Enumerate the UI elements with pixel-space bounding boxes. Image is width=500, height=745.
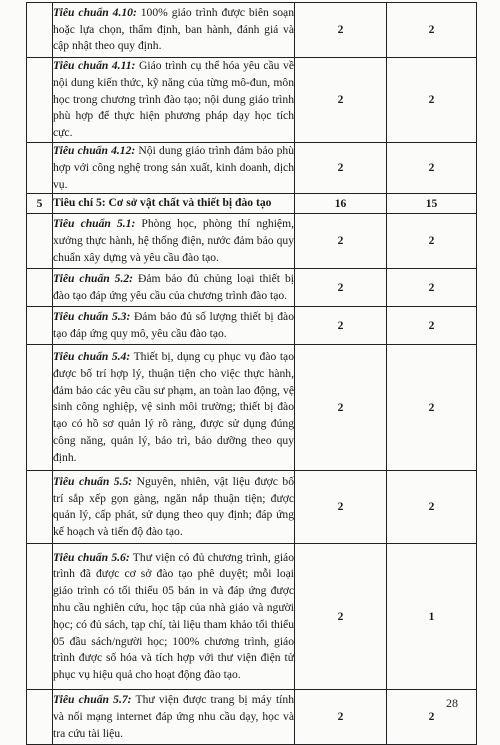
standard-score: 2: [295, 214, 387, 269]
row-number: [27, 544, 53, 690]
row-description: [53, 269, 295, 307]
standard-text: Giáo trình cụ thể hóa yêu cầu về nội dung kiến thức, kỹ năng của từng mô-đun, môn học trong chương trình đào tạo; nội dung giáo trình phù hợp để thực hiện phương pháp dạy học tích cực.: [53, 59, 294, 140]
standard-score: 16: [295, 194, 387, 214]
row-number: [27, 214, 53, 269]
row-number: [27, 471, 53, 544]
standard-text: Thiết bị, dụng cụ phục vụ đào tạo được bố trí hợp lý, thuận tiện cho việc thực hành, đảm bảo các yêu cầu sư phạm, an toàn lao động, vệ sinh công nghiệp, vệ sinh môi trường; thiết bị đào tạo có hồ sơ quản lý rõ ràng, được sử dụng đúng công năng, quản lý, bảo trì, bảo dưỡng theo quy định.: [53, 350, 294, 464]
standard-label: Tiêu chuẩn 5.4:: [53, 350, 131, 364]
standard-row: [27, 214, 477, 269]
standard-score: 2: [295, 142, 387, 193]
row-number: [27, 142, 53, 193]
standard-label: Tiêu chuẩn 5.6:: [53, 550, 130, 564]
row-description: [53, 345, 295, 471]
standard-label: Tiêu chuẩn 4.11:: [53, 59, 136, 72]
row-number: [27, 307, 53, 345]
page-number: 28: [446, 696, 458, 710]
assessment-table: [26, 2, 477, 745]
row-number: [27, 690, 53, 745]
standard-text: Thư viện được trang bị máy tính và nối mạng internet đáp ứng nhu cầu dạy, học và tra cứu tài liệu.: [53, 693, 294, 740]
standard-score: 2: [295, 269, 387, 307]
standard-row: [27, 269, 477, 307]
standard-row: [27, 544, 477, 690]
row-description: [53, 471, 295, 544]
standard-label: Tiêu chuẩn 4.10:: [53, 5, 137, 19]
row-number: [27, 58, 53, 143]
row-number: [27, 3, 53, 58]
row-description: [53, 3, 295, 58]
achieved-score: 2: [387, 269, 477, 307]
achieved-score: 2: [387, 471, 477, 544]
row-description: [53, 142, 295, 193]
standard-score: 2: [295, 471, 387, 544]
standard-text: Nguyên, nhiên, vật liệu được bố trí sắp xếp gọn gàng, ngăn nắp thuận tiện; được quản lý, cấp phát, sử dụng theo quy định; đáp ứng kế hoạch và tiến độ đào tạo.: [53, 474, 294, 539]
standard-label: Tiêu chuẩn 5.2:: [53, 272, 134, 286]
achieved-score: 2: [387, 3, 477, 58]
standard-score: 2: [295, 345, 387, 471]
standard-text: Nội dung giáo trình đảm bảo phù hợp với công nghệ trong sản xuất, kinh doanh, dịch vụ.: [53, 143, 294, 191]
row-description: [53, 690, 295, 745]
standard-score: 2: [295, 307, 387, 345]
standard-label: Tiêu chuẩn 5.3:: [53, 310, 131, 324]
standard-score: 2: [295, 690, 387, 745]
achieved-score: 2: [387, 142, 477, 193]
row-description: [53, 544, 295, 690]
achieved-score: 2: [387, 690, 477, 745]
standard-score: 2: [295, 3, 387, 58]
row-description: [53, 194, 295, 214]
standard-score: 2: [295, 544, 387, 690]
achieved-score: 15: [387, 194, 477, 214]
standard-label: Tiêu chuẩn 5.1:: [53, 217, 136, 231]
achieved-score: 2: [387, 345, 477, 471]
standard-text: Đảm bảo đủ chủng loại thiết bị đào tạo đáp ứng yêu cầu của chương trình đào tạo.: [53, 272, 294, 302]
row-description: [53, 58, 295, 143]
standard-row: [27, 142, 477, 193]
standard-text: Đảm bảo đủ số lượng thiết bị đào tạo đáp ứng quy mô, yêu cầu đào tạo.: [53, 310, 294, 340]
row-number: 5: [27, 194, 53, 214]
row-description: [53, 307, 295, 345]
standard-row: [27, 345, 477, 471]
achieved-score: 2: [387, 214, 477, 269]
row-description: [53, 214, 295, 269]
achieved-score: 1: [387, 544, 477, 690]
standard-row: [27, 307, 477, 345]
standard-text: Thư viện có đủ chương trình, giáo trình đã được cơ sở đào tạo phê duyệt; mỗi loại giáo trình có tối thiểu 05 bản in và đáp ứng được nhu cầu nghiên cứu, học tập của nhà giáo và người học; có đủ sách, tạp chí, tài liệu tham khảo tối thiểu 05 đầu sách/người học; 100% chương trình, giáo trình được số hóa và tích hợp với thư viện điện tử phục vụ hiệu quả cho hoạt động đào tạo.: [53, 550, 294, 682]
standard-row: [27, 690, 477, 745]
criterion-row: [27, 194, 477, 214]
standard-label: Tiêu chuẩn 5.7:: [53, 693, 132, 707]
standard-text: Phòng học, phòng thí nghiệm, xưởng thực hành, hệ thống điện, nước đảm bảo quy chuẩn xây dựng và yêu cầu đào tạo.: [53, 217, 294, 264]
standard-row: [27, 58, 477, 143]
achieved-score: 2: [387, 307, 477, 345]
standard-label: Tiêu chuẩn 5.5:: [53, 474, 133, 488]
standard-text: Tiêu chí 5: Cơ sở vật chất và thiết bị đào tạo: [53, 196, 272, 210]
achieved-score: 2: [387, 58, 477, 143]
standard-row: [27, 3, 477, 58]
standard-row: [27, 471, 477, 544]
row-number: [27, 269, 53, 307]
standard-score: 2: [295, 58, 387, 143]
row-number: [27, 345, 53, 471]
standard-label: Tiêu chuẩn 4.12:: [53, 143, 136, 157]
standard-text: 100% giáo trình được biên soạn hoặc lựa chọn, thẩm định, ban hành, đánh giá và cập nhật theo quy định.: [53, 5, 294, 53]
